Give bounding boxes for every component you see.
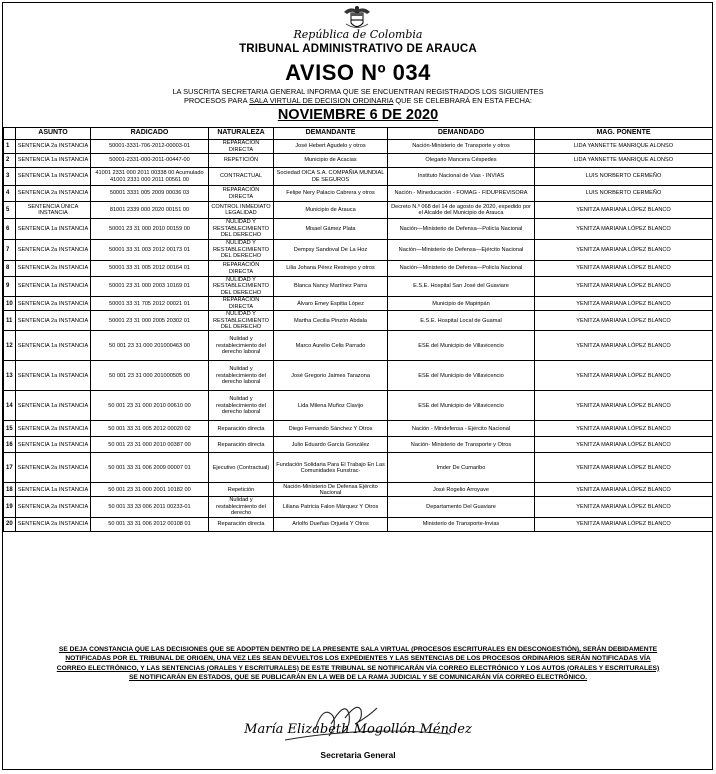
intro-line-1: LA SUSCRITA SECRETARIA GENERAL INFORMA QUE SE ENCUENTRAN REGISTRADOS LOS SIGUIENTES: [172, 87, 544, 96]
naturaleza-cell: Ejecutivo (Contractual): [209, 453, 274, 483]
asunto-cell: SENTENCIA 2a INSTANCIA: [16, 311, 91, 331]
asunto-cell: SENTENCIA 1a INSTANCIA: [16, 361, 91, 391]
table-row: [4, 391, 713, 421]
table-row: [4, 437, 713, 453]
radicado-cell: 41001 2331 000 2011 00338 00 Acumulado 41001 2331 000 2011 00561 00: [91, 168, 209, 186]
radicado-cell: 81001 2339 000 2020 00151 00: [91, 202, 209, 219]
col-header-demandado: DEMANDADO: [388, 128, 535, 140]
naturaleza-cell: CONTRACTUAL: [209, 168, 274, 186]
naturaleza-cell: REPARACIÓN DIRECTA: [209, 186, 274, 202]
table-row: [4, 361, 713, 391]
demandado-cell: Nación—Ministerio de Defensa—Ejército Nacional: [388, 240, 535, 261]
demandante-cell: Blanca Nancy Martínez Parra: [274, 277, 388, 297]
radicado-cell: 50 001 33 31 006 2012 00108 01: [91, 517, 209, 531]
radicado-cell: 50 001 23 31 000 2010 00610 00: [91, 391, 209, 421]
radicado-cell: 50001 3331 005 2009 00036 03: [91, 186, 209, 202]
naturaleza-cell: NULIDAD Y RESTABLECIMIENTO DEL DERECHO: [209, 277, 274, 297]
demandado-cell: Nación- Ministerio de Transporte y Otros: [388, 437, 535, 453]
demandado-cell: Decreto N.º 068 del 14 de agosto de 2020, expedido por el Alcalde del Municipio de Arauca: [388, 202, 535, 219]
row-number: 7: [4, 240, 16, 261]
asunto-cell: SENTENCIA 2a INSTANCIA: [16, 240, 91, 261]
demandante-cell: Misael Gámez Plata: [274, 219, 388, 240]
demandante-cell: Municipio de Arauca: [274, 202, 388, 219]
asunto-cell: SENTENCIA 2a INSTANCIA: [16, 421, 91, 437]
table-row: [4, 421, 713, 437]
signatory-name: María Elizabeth Mogollón Méndez: [244, 722, 472, 737]
ponente-cell: YENITZA MARIANA LÓPEZ BLANCO: [535, 517, 713, 531]
demandado-cell: Olegario Mancera Céspedes: [388, 154, 535, 168]
asunto-cell: SENTENCIA 1a INSTANCIA: [16, 219, 91, 240]
naturaleza-cell: Nulidad y restablecimiento del derecho laboral: [209, 391, 274, 421]
intro-text: [0, 87, 716, 105]
row-number: 17: [4, 453, 16, 483]
demandante-cell: Fundación Solidaria Para El Trabajo En Las Comunidades Funstrac-: [274, 453, 388, 483]
process-table: [3, 127, 713, 532]
table-row: [4, 453, 713, 483]
row-number: 15: [4, 421, 16, 437]
row-number: 18: [4, 483, 16, 497]
demandado-cell: Instituto Nacional de Vias - INVIAS: [388, 168, 535, 186]
row-number: 20: [4, 517, 16, 531]
table-row: [4, 219, 713, 240]
demandante-cell: Liliana Patricia Falon Márquez Y Otros: [274, 497, 388, 517]
asunto-cell: SENTENCIA 1a INSTANCIA: [16, 483, 91, 497]
table-row: [4, 497, 713, 517]
table-header-row: [4, 128, 713, 140]
table-row: [4, 517, 713, 531]
asunto-cell: SENTENCIA ÚNICA INSTANCIA: [16, 202, 91, 219]
row-number: 8: [4, 261, 16, 277]
row-number: 2: [4, 154, 16, 168]
naturaleza-cell: CONTROL INMEDIATO LEGALIDAD: [209, 202, 274, 219]
col-header-asunto: ASUNTO: [16, 128, 91, 140]
naturaleza-cell: Nulidad y restablecimiento del derecho laboral: [209, 361, 274, 391]
demandante-cell: Álvaro Emey Espitia López: [274, 297, 388, 311]
col-header-naturaleza: NATURALEZA: [209, 128, 274, 140]
radicado-cell: 50001 33 31 005 2012 00164 01: [91, 261, 209, 277]
demandante-cell: Lilia Johana Pérez Restrepo y otros: [274, 261, 388, 277]
row-number: 12: [4, 331, 16, 361]
demandante-cell: Dempsy Sandoval De La Hoz: [274, 240, 388, 261]
naturaleza-cell: NULIDAD Y RESTABLECIMIENTO DEL DERECHO: [209, 311, 274, 331]
col-header-ponente: MAG. PONENTE: [535, 128, 713, 140]
naturaleza-cell: NULIDAD Y RESTABLECIMIENTO DEL DERECHO: [209, 240, 274, 261]
naturaleza-cell: NULIDAD Y RESTABLECIMIENTO DEL DERECHO: [209, 219, 274, 240]
notification-notice: [10, 645, 706, 682]
asunto-cell: SENTENCIA 2a INSTANCIA: [16, 140, 91, 154]
table-row: [4, 186, 713, 202]
row-number: 4: [4, 186, 16, 202]
demandado-cell: Nación—Ministerio de Defensa—Policía Nacional: [388, 219, 535, 240]
table-row: [4, 483, 713, 497]
radicado-cell: 50 001 23 31 000 2001 10182 00: [91, 483, 209, 497]
demandado-cell: Imder De Cumaribo: [388, 453, 535, 483]
asunto-cell: SENTENCIA 2a INSTANCIA: [16, 297, 91, 311]
sala-virtual-label: SALA VIRTUAL DE DECISION ORDINARIA: [249, 96, 394, 105]
asunto-cell: SENTENCIA 1a INSTANCIA: [16, 391, 91, 421]
naturaleza-cell: Nulidad y restablecimiento del derecho laboral: [209, 331, 274, 361]
table-row: [4, 202, 713, 219]
asunto-cell: SENTENCIA 1a INSTANCIA: [16, 154, 91, 168]
ponente-cell: YENITZA MARIANA LÓPEZ BLANCO: [535, 219, 713, 240]
ponente-cell: LUIS NORBERTO CERMEÑO: [535, 168, 713, 186]
naturaleza-cell: Reparación directa: [209, 437, 274, 453]
row-number: 10: [4, 297, 16, 311]
table-row: [4, 240, 713, 261]
ponente-cell: YENITZA MARIANA LÓPEZ BLANCO: [535, 202, 713, 219]
row-number: 11: [4, 311, 16, 331]
demandante-cell: Diego Fernando Sánchez Y Otros: [274, 421, 388, 437]
radicado-cell: 50 001 33 31 005 2012 00020 02: [91, 421, 209, 437]
row-number: 19: [4, 497, 16, 517]
table-row: [4, 168, 713, 186]
notice-line-1: SE DEJA CONSTANCIA QUE LAS DECISIONES QUE SE ADOPTEN DENTRO DE LA PRESENTE SALA VIRTUAL (PROCESOS ESCRITURALES EN DESCONGESTIÓN), SERÁN DEBIDAMENTE: [58, 646, 658, 653]
asunto-cell: SENTENCIA 2a INSTANCIA: [16, 261, 91, 277]
republic-heading: República de Colombia: [293, 28, 423, 41]
demandante-cell: Sociedad OICA S.A. COMPAÑIA MUNDIAL DE SEGUROS: [274, 168, 388, 186]
radicado-cell: 50 001 23 31 000 201000463 00: [91, 331, 209, 361]
row-number: 16: [4, 437, 16, 453]
demandado-cell: José Rogelio Arroyave: [388, 483, 535, 497]
table-row: [4, 311, 713, 331]
row-number: 1: [4, 140, 16, 154]
handwritten-signature: [245, 696, 485, 746]
row-number: 14: [4, 391, 16, 421]
ponente-cell: YENITZA MARIANA LÓPEZ BLANCO: [535, 453, 713, 483]
table-row: [4, 261, 713, 277]
notice-line-4: SE NOTIFICARÁN EN ESTADOS, QUE SE PUBLICARÁN EN LA WEB DE LA RAMA JUDICIAL Y SE COMUNICARÁN VÍA CORREO ELECTRÓNICO.: [128, 673, 588, 681]
demandante-cell: Martha Cecilia Pinzón Abdala: [274, 311, 388, 331]
tribunal-name: TRIBUNAL ADMINISTRATIVO DE ARAUCA: [239, 43, 477, 55]
table-row: [4, 297, 713, 311]
naturaleza-cell: REPETICIÓN: [209, 154, 274, 168]
demandante-cell: Arlolfo Dueñas Orjuela Y Otros: [274, 517, 388, 531]
asunto-cell: SENTENCIA 2a INSTANCIA: [16, 497, 91, 517]
asunto-cell: SENTENCIA 1a INSTANCIA: [16, 277, 91, 297]
row-number: 13: [4, 361, 16, 391]
col-header-radicado: RADICADO: [91, 128, 209, 140]
row-number: 9: [4, 277, 16, 297]
table-row: [4, 277, 713, 297]
ponente-cell: LUIS NORBERTO CERMEÑO: [535, 186, 713, 202]
table-row: [4, 154, 713, 168]
notice-line-3: CORREO ELECTRÓNICO, Y LAS SENTENCIAS (ORALES Y ESCRITURALES) DE ESTE TRIBUNAL SE NOTIFICARÁN VÍA CORREO ELECTRÓNICO Y LOS AUTOS (ORALES Y ESCRITURALES): [56, 664, 660, 672]
intro-line-2: PROCESOS PARA SALA VIRTUAL DE DECISION ORDINARIA QUE SE CELEBRARÁ EN ESTA FECHA:: [183, 96, 532, 105]
row-number: 3: [4, 168, 16, 186]
ponente-cell: YENITZA MARIANA LÓPEZ BLANCO: [535, 261, 713, 277]
demandado-cell: ESE del Municipio de Villavicencio: [388, 391, 535, 421]
radicado-cell: 50001-3331-706-2012-00003-01: [91, 140, 209, 154]
naturaleza-cell: REPARACIÓN DIRECTA: [209, 140, 274, 154]
demandado-cell: Ministerio de Transporte-Invias: [388, 517, 535, 531]
demandante-cell: Nación-Ministerio De Defensa Ejército Nacional: [274, 483, 388, 497]
demandado-cell: Nación-Ministerio de Transporte y otros: [388, 140, 535, 154]
notice-line-2: NOTIFICADAS POR EL TRIBUNAL DE ORIGEN, UNA VEZ LES SEAN DEVUELTOS LOS EXPEDIENTES Y LAS SENTENCIAS DE LOS PROCESOS ORDINARIOS SERÁN NOTIFICADAS VÍA: [65, 655, 651, 663]
ponente-cell: YENITZA MARIANA LÓPEZ BLANCO: [535, 361, 713, 391]
naturaleza-cell: Reparación directa: [209, 421, 274, 437]
session-date: NOVIEMBRE 6 DE 2020: [277, 107, 439, 123]
signatory-title: Secretaria General: [320, 750, 396, 760]
demandante-cell: José Hebert Agudelo y otros: [274, 140, 388, 154]
ponente-cell: YENITZA MARIANA LÓPEZ BLANCO: [535, 497, 713, 517]
radicado-cell: 50001-2331-000-2011-00447-00: [91, 154, 209, 168]
radicado-cell: 50001 23 31 000 2005 20302 01: [91, 311, 209, 331]
demandado-cell: Nación—Ministerio de Defensa—Policía Nacional: [388, 261, 535, 277]
row-number: 6: [4, 219, 16, 240]
radicado-cell: 50 001 23 31 000 201000505 00: [91, 361, 209, 391]
ponente-cell: YENITZA MARIANA LÓPEZ BLANCO: [535, 311, 713, 331]
ponente-cell: YENITZA MARIANA LÓPEZ BLANCO: [535, 421, 713, 437]
asunto-cell: SENTENCIA 2a INSTANCIA: [16, 517, 91, 531]
radicado-cell: 50001 23 31 000 2003 10169 01: [91, 277, 209, 297]
radicado-cell: 50 001 33 31 006 2009 00007 01: [91, 453, 209, 483]
radicado-cell: 50001 23 31 000 2010 00159 00: [91, 219, 209, 240]
demandante-cell: Marco Aurelio Celis Parrado: [274, 331, 388, 361]
row-number: 5: [4, 202, 16, 219]
demandante-cell: Municipio de Acacias: [274, 154, 388, 168]
demandante-cell: Felipe Nery Palacio Cabrera y otros: [274, 186, 388, 202]
radicado-cell: 50001 33 31 003 2012 00173 01: [91, 240, 209, 261]
table-row: [4, 331, 713, 361]
radicado-cell: 50001 33 31 705 2012 00021 01: [91, 297, 209, 311]
naturaleza-cell: Repetición: [209, 483, 274, 497]
demandado-cell: E.S.E. Hospital San José del Guaviare: [388, 277, 535, 297]
demandado-cell: Municipio de Mapiripán: [388, 297, 535, 311]
ponente-cell: YENITZA MARIANA LÓPEZ BLANCO: [535, 391, 713, 421]
demandante-cell: José Gregorio Jaimes Tarazona: [274, 361, 388, 391]
demandante-cell: Lida Milena Muñoz Clavijo: [274, 391, 388, 421]
ponente-cell: YENITZA MARIANA LÓPEZ BLANCO: [535, 437, 713, 453]
naturaleza-cell: Reparación directa: [209, 517, 274, 531]
ponente-cell: YENITZA MARIANA LÓPEZ BLANCO: [535, 331, 713, 361]
col-header-number: [4, 128, 16, 140]
ponente-cell: LIDA YANNETTE MANRIQUE ALONSO: [535, 154, 713, 168]
demandado-cell: Departamento Del Guaviare: [388, 497, 535, 517]
asunto-cell: SENTENCIA 2a INSTANCIA: [16, 186, 91, 202]
ponente-cell: YENITZA MARIANA LÓPEZ BLANCO: [535, 277, 713, 297]
ponente-cell: LIDA YANNETTE MANRIQUE ALONSO: [535, 140, 713, 154]
asunto-cell: SENTENCIA 1a INSTANCIA: [16, 168, 91, 186]
demandante-cell: Julio Eduardo García González: [274, 437, 388, 453]
naturaleza-cell: REPARACIÓN DIRECTA: [209, 261, 274, 277]
col-header-demandante: DEMANDANTE: [274, 128, 388, 140]
naturaleza-cell: Nulidad y restablecimiento del derecho: [209, 497, 274, 517]
asunto-cell: SENTENCIA 2a INSTANCIA: [16, 453, 91, 483]
aviso-title: AVISO Nº 034: [285, 60, 431, 85]
asunto-cell: SENTENCIA 1a INSTANCIA: [16, 331, 91, 361]
ponente-cell: YENITZA MARIANA LÓPEZ BLANCO: [535, 297, 713, 311]
demandado-cell: Nación - Mindefensa - Ejército Nacional: [388, 421, 535, 437]
ponente-cell: YENITZA MARIANA LÓPEZ BLANCO: [535, 483, 713, 497]
naturaleza-cell: REPARACIÓN DIRECTA: [209, 297, 274, 311]
demandado-cell: ESE del Municipio de Villavicencio: [388, 361, 535, 391]
ponente-cell: YENITZA MARIANA LÓPEZ BLANCO: [535, 240, 713, 261]
asunto-cell: SENTENCIA 1a INSTANCIA: [16, 437, 91, 453]
table-row: [4, 140, 713, 154]
radicado-cell: 50 001 23 31 000 2010 00387 00: [91, 437, 209, 453]
demandado-cell: ESE del Municipio de Villavicencio: [388, 331, 535, 361]
demandado-cell: Nación - Mineducación - FOMAG - FIDUPREVISORA: [388, 186, 535, 202]
demandado-cell: E.S.E. Hospital Local de Guamal: [388, 311, 535, 331]
radicado-cell: 50 001 33 33 006 2011 00233-01: [91, 497, 209, 517]
